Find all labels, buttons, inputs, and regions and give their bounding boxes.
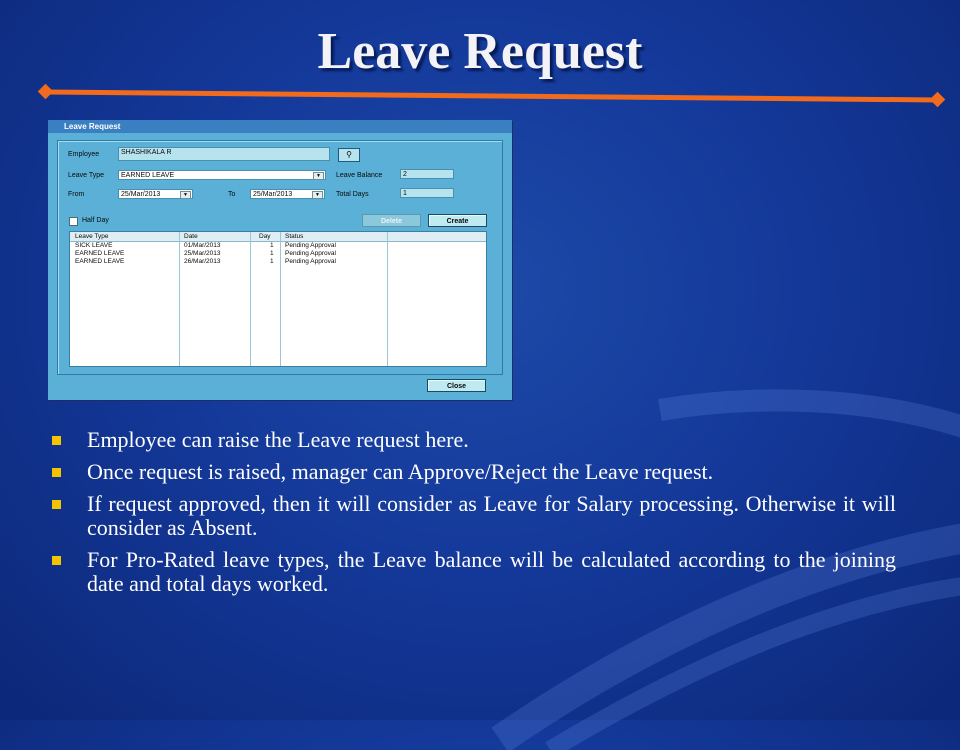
column-header-leave-type[interactable]: Leave Type <box>75 233 109 240</box>
employee-label: Employee <box>68 151 100 158</box>
table-cell[interactable]: 1 <box>270 258 274 265</box>
half-day-checkbox[interactable] <box>69 217 78 226</box>
from-date-value: 25/Mar/2013 <box>121 191 161 198</box>
bullet-item <box>50 492 896 540</box>
close-button[interactable]: Close <box>427 379 486 392</box>
to-date-picker[interactable] <box>250 189 325 199</box>
to-label: To <box>228 191 236 198</box>
from-date-picker[interactable] <box>118 189 193 199</box>
table-cell[interactable]: Pending Approval <box>285 258 336 265</box>
leave-requests-table <box>69 231 487 367</box>
lookup-icon: ⚲ <box>346 150 352 159</box>
bullet-item <box>50 548 896 596</box>
dialog-body <box>57 140 503 375</box>
bullet-marker <box>52 500 61 509</box>
column-header-date[interactable]: Date <box>184 233 198 240</box>
employee-field[interactable]: SHASHIKALA R <box>118 147 330 161</box>
bullet-text: Once request is raised, manager can Approve/Reject the Leave request. <box>87 459 714 484</box>
leave-balance-field: 2 <box>400 169 454 179</box>
table-header <box>70 232 486 242</box>
delete-button[interactable]: Delete <box>362 214 421 227</box>
table-cell[interactable]: EARNED LEAVE <box>75 258 125 265</box>
chevron-down-icon: ▼ <box>312 191 323 199</box>
half-day-label: Half Day <box>82 217 109 224</box>
column-header-day[interactable]: Day <box>259 233 271 240</box>
bullet-item <box>50 460 896 484</box>
table-cell[interactable]: 26/Mar/2013 <box>184 258 221 265</box>
table-cell[interactable]: 01/Mar/2013 <box>184 242 221 249</box>
leave-type-select[interactable] <box>118 170 326 180</box>
bullet-text: If request approved, then it will consider as Leave for Salary processing. Otherwise it will consider as Absent. <box>87 491 896 540</box>
table-cell[interactable]: Pending Approval <box>285 242 336 249</box>
bullet-list <box>50 428 896 604</box>
slide-title: Leave Request <box>317 23 643 80</box>
total-days-field: 1 <box>400 188 454 198</box>
create-button[interactable]: Create <box>428 214 487 227</box>
chevron-down-icon: ▼ <box>313 172 324 180</box>
total-days-label: Total Days <box>336 191 369 198</box>
table-cell[interactable]: EARNED LEAVE <box>75 250 125 257</box>
table-cell[interactable]: Pending Approval <box>285 250 336 257</box>
column-header-status[interactable]: Status <box>285 233 304 240</box>
dialog-title: Leave Request <box>48 120 512 133</box>
bullet-text: Employee can raise the Leave request here. <box>87 427 469 452</box>
table-cell[interactable]: SICK LEAVE <box>75 242 113 249</box>
bullet-marker <box>52 436 61 445</box>
table-cell[interactable]: 25/Mar/2013 <box>184 250 221 257</box>
bullet-item <box>50 428 896 452</box>
table-cell[interactable]: 1 <box>270 242 274 249</box>
bullet-marker <box>52 556 61 565</box>
leave-balance-label: Leave Balance <box>336 172 383 179</box>
table-cell[interactable]: 1 <box>270 250 274 257</box>
leave-type-label: Leave Type <box>68 172 105 179</box>
to-date-value: 25/Mar/2013 <box>253 191 293 198</box>
from-label: From <box>68 191 85 198</box>
title-underline <box>38 84 946 108</box>
leave-type-value: EARNED LEAVE <box>121 172 175 179</box>
bullet-marker <box>52 468 61 477</box>
employee-lookup-button[interactable] <box>338 148 360 162</box>
bullet-text: For Pro-Rated leave types, the Leave balance will be calculated according to the joining date and total days worked. <box>87 547 896 596</box>
chevron-down-icon: ▼ <box>180 191 191 199</box>
leave-request-dialog <box>48 120 512 400</box>
